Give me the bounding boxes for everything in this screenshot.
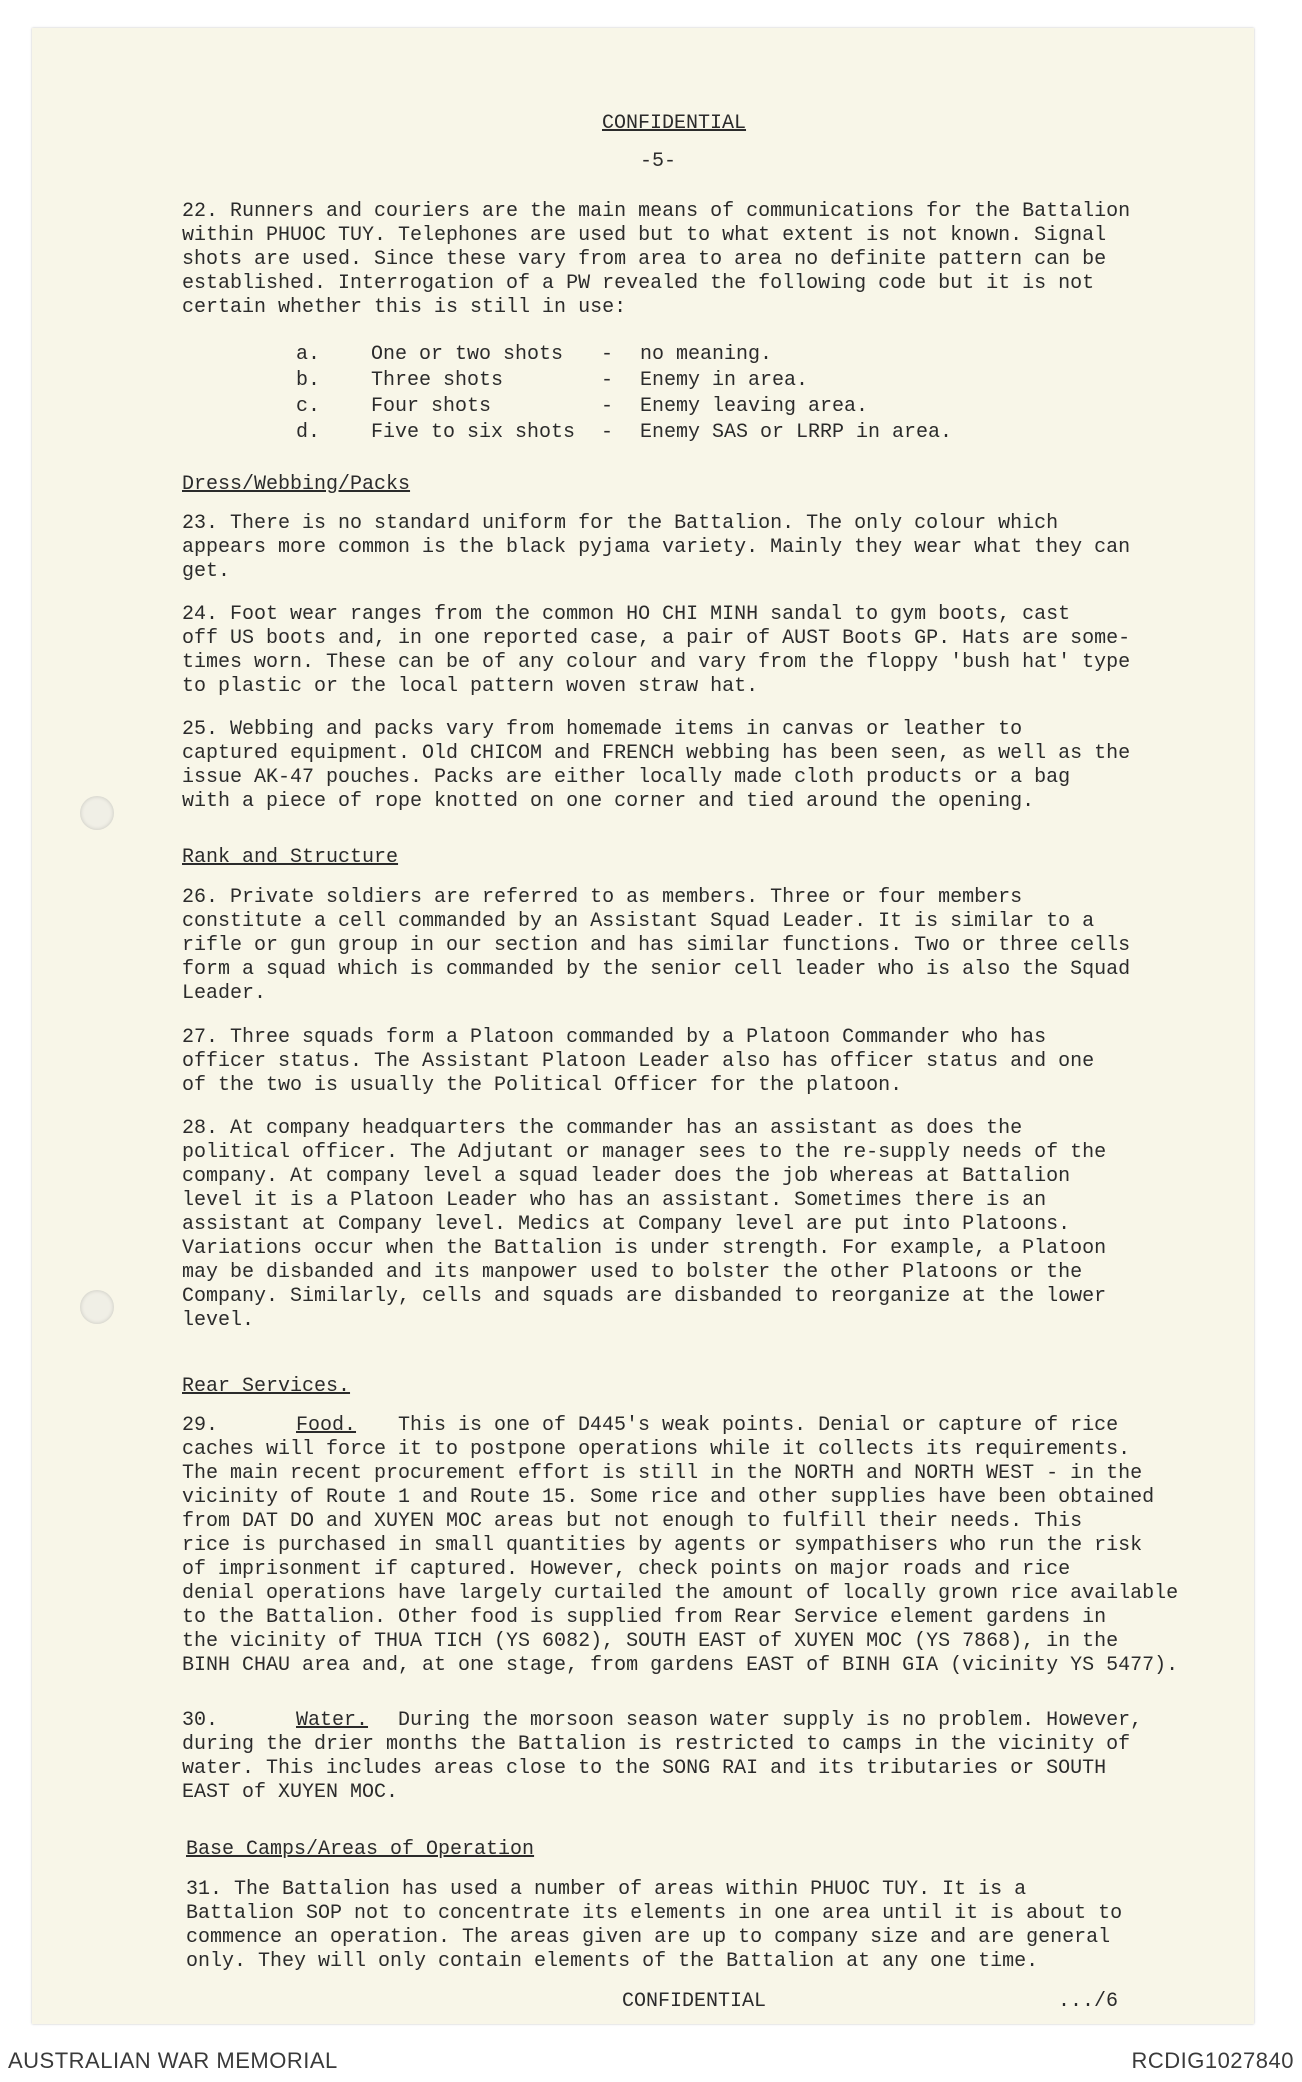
archive-name: AUSTRALIAN WAR MEMORIAL [8,2048,338,2073]
code-dash: - [601,395,614,418]
archive-reference: RCDIG1027840 [1131,2048,1294,2073]
heading-rank-structure: Rank and Structure [182,846,399,869]
heading-dress-webbing-packs: Dress/Webbing/Packs [182,473,411,496]
code-shots: One or two shots [371,343,564,366]
code-shots: Four shots [371,395,492,418]
paragraph-27: 27. Three squads form a Platoon commanded by a Platoon Commander who has officer status. The Assistant Platoon Leader also has officer status and one of the two is usually the Political Officer for the platoon. [182,1026,1095,1097]
heading-rear-services: Rear Services. [182,1375,351,1398]
paragraph-30: During the morsoon season water supply is no problem. However, during the drier months the Battalion is restricted to camps in the vicinity of water. This includes areas close to the SONG RAI and its tributaries or SOUTH EAST of XUYEN MOC. [182,1709,1143,1804]
paragraph-31: 31. The Battalion has used a number of areas within PHUOC TUY. It is a Battalion SOP not to concentrate its elements in one area until it is about to commence an operation. The areas given are up to company size and are general only. They will only contain elements of the Battalion at any one time. [186,1878,1123,1973]
paragraph-28: 28. At company headquarters the commander has an assistant as does the political officer. The Adjutant or manager sees to the re-supply needs of the company. At company level a squad leader does the job whereas at Battalion level it is a Platoon Leader who has an assistant. Sometimes there is an assistant at Company level. Medics at Company level are put into Platoons. Variations occur when the Battalion is under strength. For example, a Platoon may be disbanded and its manpower used to bolster the other Platoons or the Company. Similarly, cells and squads are disbanded to reorganize at the lower level. [182,1117,1107,1332]
footer-classification: CONFIDENTIAL [622,1990,767,2013]
paragraph-30-number: 30. [182,1709,219,1732]
code-meaning: Enemy in area. [640,369,809,392]
page-number: -5- [640,150,677,173]
code-letter: a. [296,343,321,366]
code-letter: d. [296,421,321,444]
header-classification: CONFIDENTIAL [602,112,747,135]
paragraph-26: 26. Private soldiers are referred to as members. Three or four members constitute a cell commanded by an Assistant Squad Leader. It is similar to a rifle or gun group in our section and has similar functions. Two or three cells form a squad which is commanded by the senior cell leader who is also the Squad Leader. [182,886,1131,1005]
code-meaning: no meaning. [640,343,773,366]
code-letter: b. [296,369,321,392]
code-dash: - [601,421,614,444]
code-shots: Five to six shots [371,421,576,444]
paragraph-23: 23. There is no standard uniform for the Battalion. The only colour which appears more common is the black pyjama variety. Mainly they wear what they can get. [182,512,1131,583]
code-meaning: Enemy SAS or LRRP in area. [640,421,953,444]
paragraph-29-title: Food. [296,1414,357,1437]
code-shots: Three shots [371,369,504,392]
paragraph-22: 22. Runners and couriers are the main means of communications for the Battalion within PHUOC TUY. Telephones are used but to what extent is not known. Signal shots are used. Since these vary from area to area no definite pattern can be established. Interrogation of a PW revealed the following code but it is not certain whether this is still in use: [182,200,1131,319]
paragraph-29-number: 29. [182,1414,219,1437]
heading-base-camps: Base Camps/Areas of Operation [186,1838,535,1861]
code-meaning: Enemy leaving area. [640,395,869,418]
code-letter: c. [296,395,321,418]
footer-continuation: .../6 [1058,1990,1119,2013]
paragraph-24: 24. Foot wear ranges from the common HO CHI MINH sandal to gym boots, cast off US boots and, in one reported case, a pair of AUST Boots GP. Hats are some- times worn. These can be of any colour and vary from the floppy 'bush hat' type to plastic or the local pattern woven straw hat. [182,603,1131,698]
paragraph-30-title: Water. [296,1709,369,1732]
code-dash: - [601,343,614,366]
paragraph-25: 25. Webbing and packs vary from homemade items in canvas or leather to captured equipment. Old CHICOM and FRENCH webbing has been seen, as well as the issue AK-47 pouches. Packs are either locally made cloth products or a bag with a piece of rope knotted on one corner and tied around the opening. [182,718,1131,813]
code-dash: - [601,369,614,392]
paragraph-29: This is one of D445's weak points. Denial or capture of rice caches will force it to postpone operations while it collects its requirements. The main recent procurement effort is still in the NORTH and NORTH WEST - in the vicinity of Route 1 and Route 15. Some rice and other supplies have been obtained from DAT DO and XUYEN MOC areas but not enough to fulfill their needs. This rice is purchased in small quantities by agents or sympathisers who run the risk of imprisonment if captured. However, check points on major roads and rice denial operations have largely curtailed the amount of locally grown rice available to the Battalion. Other food is supplied from Rear Service element gardens in the vicinity of THUA TICH (YS 6082), SOUTH EAST of XUYEN MOC (YS 7868), in the BINH CHAU area and, at one stage, from gardens EAST of BINH GIA (vicinity YS 5477). [182,1414,1179,1677]
